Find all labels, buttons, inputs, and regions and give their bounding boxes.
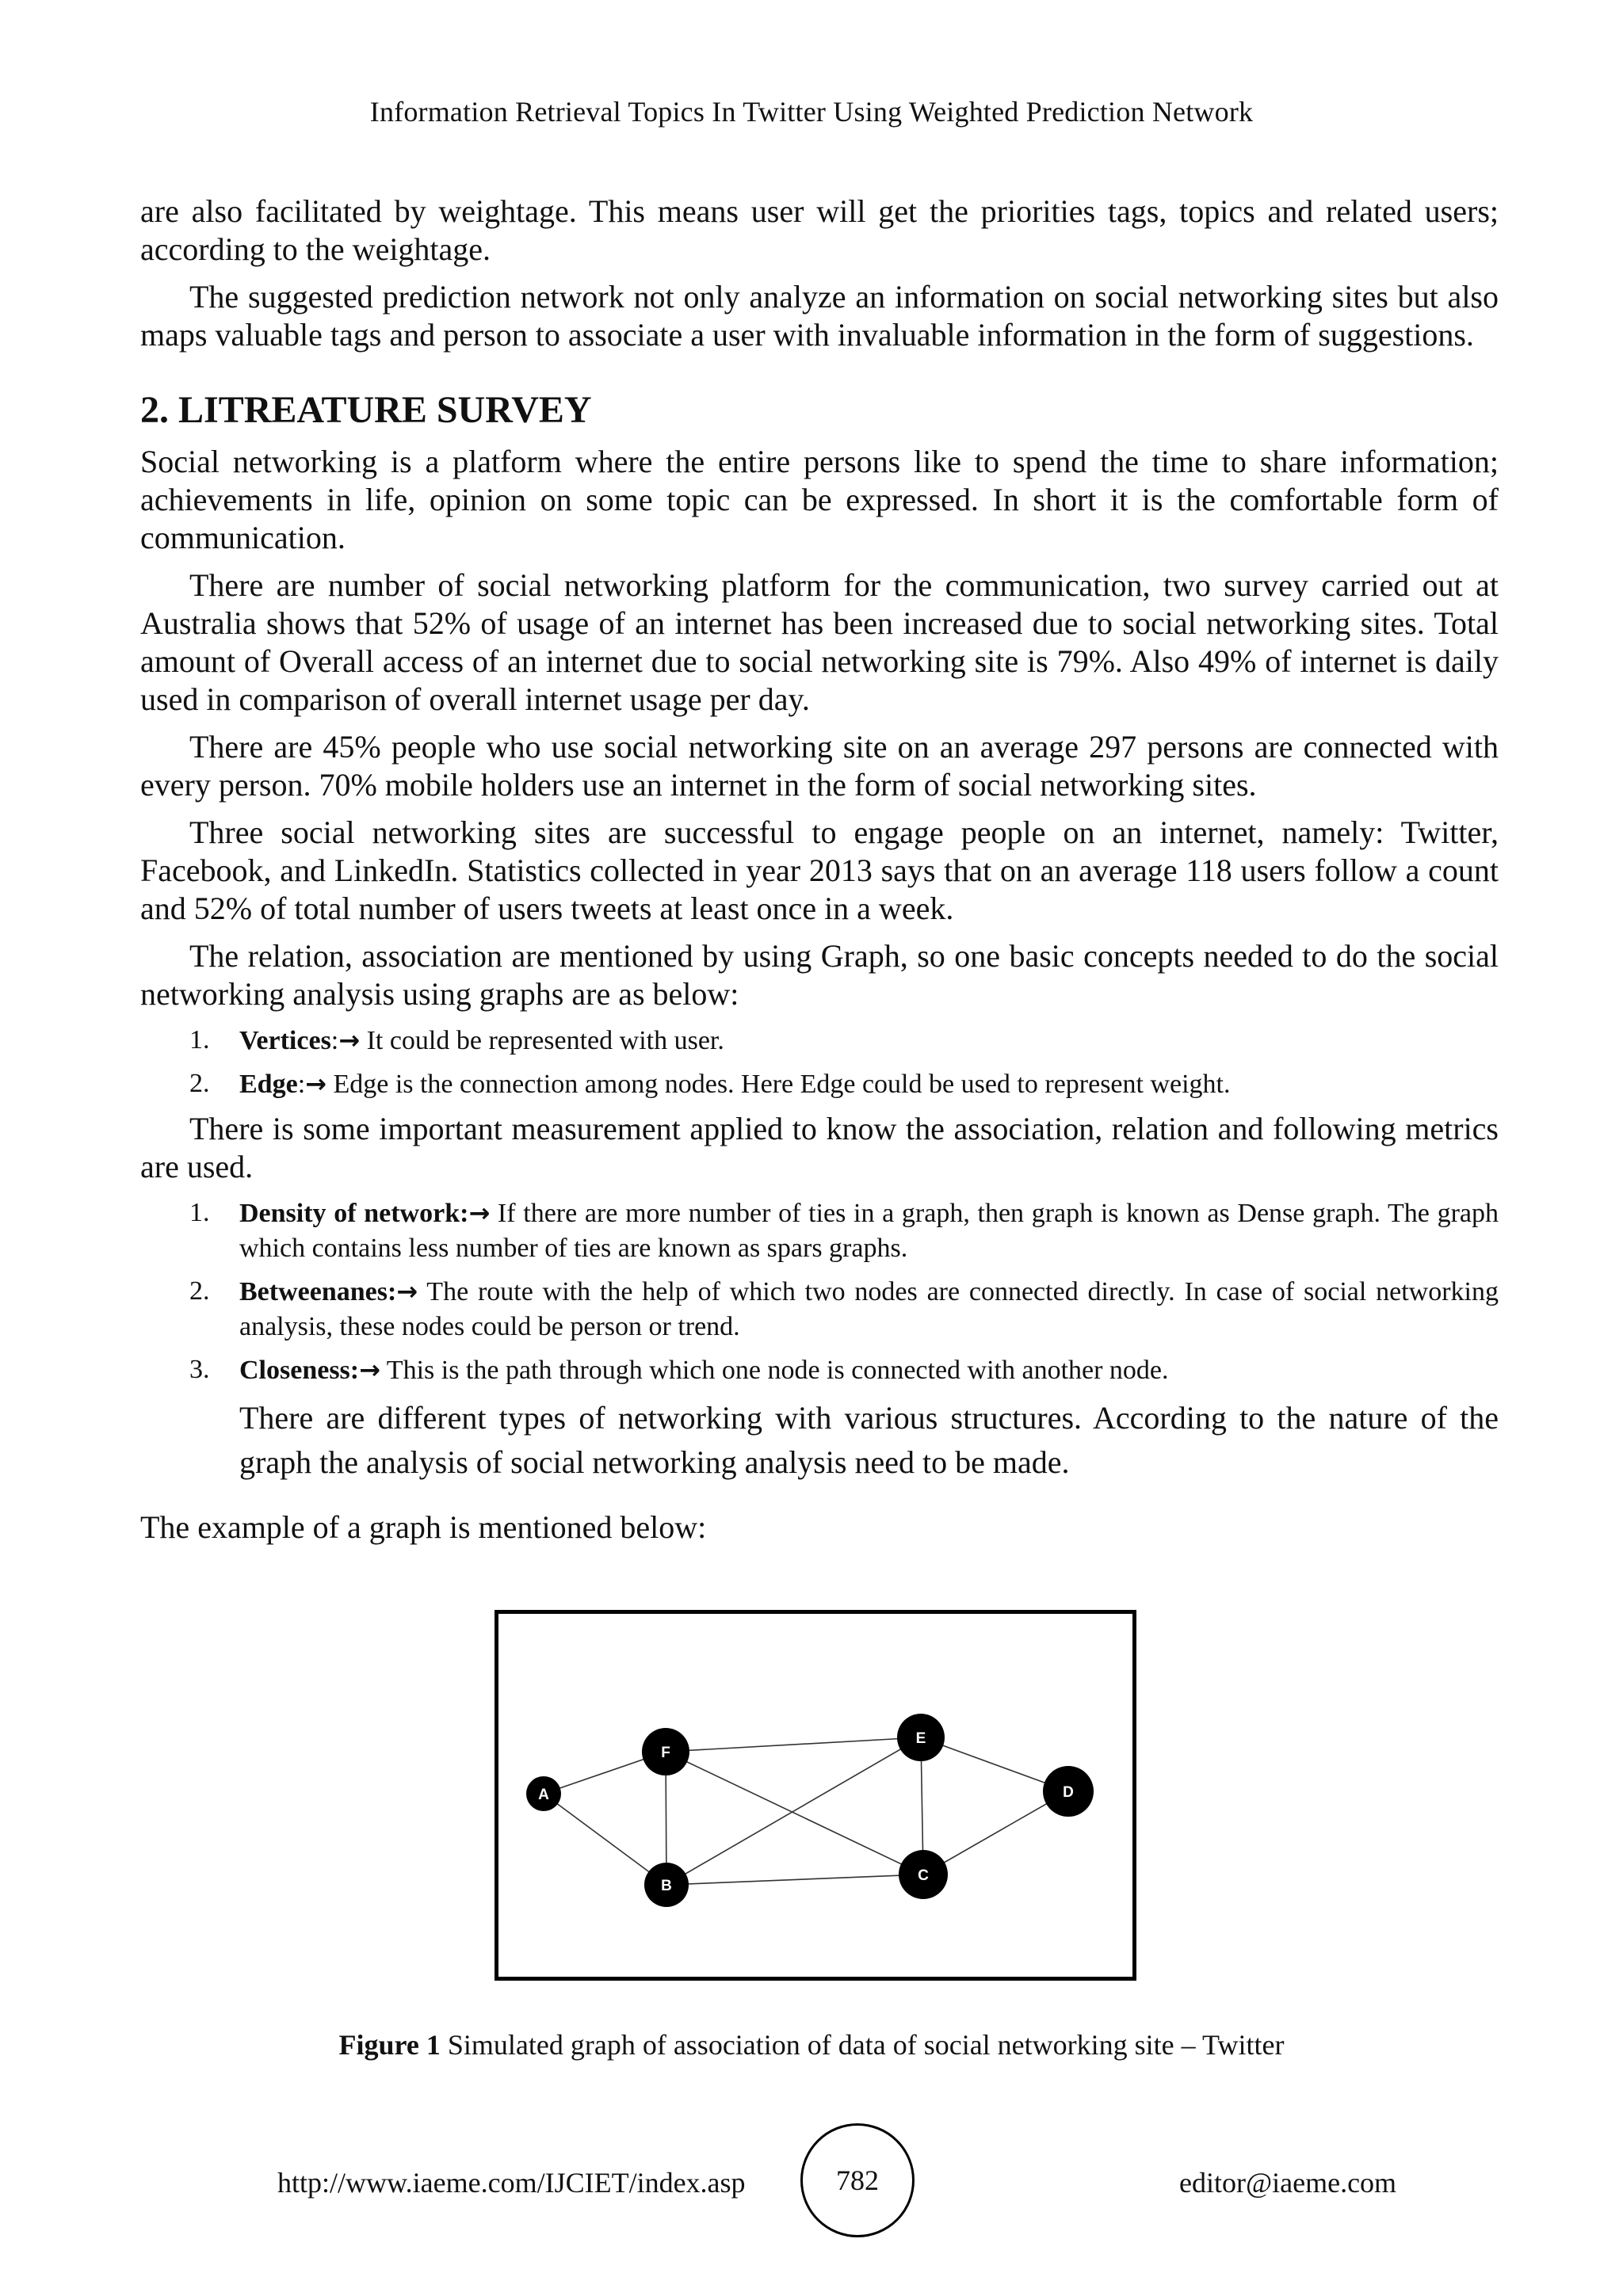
graph-edge-f-e [666, 1737, 921, 1752]
list-number: 2. [189, 1069, 210, 1098]
section-heading: 2. LITREATURE SURVEY [140, 389, 592, 431]
arrow-right-icon: → [359, 1355, 380, 1385]
running-header: Information Retrieval Topics In Twitter Using Weighted Prediction Network [369, 96, 1254, 128]
list-text: It could be represented with user. [360, 1026, 724, 1055]
page-number-text: 782 [836, 2164, 879, 2196]
paragraph-example-intro: The example of a graph is mentioned below: [140, 1509, 707, 1545]
paragraph-measurement: There is some important measurement applied to know the association, relation and following metrics are used. [140, 1111, 1499, 1184]
graph-edge-a-b [544, 1794, 666, 1885]
graph-node-label-d: D [1063, 1784, 1074, 1801]
list-item [140, 1196, 1499, 1266]
paragraph-usage-stats: There are 45% people who use social networking site on an average 297 persons are connected with every person. 70% mobile holders use an internet in the form of social networking sites. [140, 729, 1499, 803]
graph-edge-f-c [666, 1752, 923, 1875]
list-item [140, 1352, 1499, 1388]
list-number: 1. [189, 1198, 210, 1227]
list-number: 1. [189, 1025, 210, 1055]
list-item [140, 1274, 1499, 1344]
list-term: Edge [239, 1070, 298, 1099]
figure-graph [495, 1610, 1136, 1981]
paragraph-network-types: There are different types of networking with various structures. According to the nature of the graph the analysis of social networking analysis need to be made. [239, 1400, 1499, 1480]
list-text: The route with the help of which two nodes are connected directly. In case of social networking analysis, these nodes could be person or trend. [239, 1277, 1499, 1341]
list-term: Closeness: [239, 1356, 360, 1385]
figure-label: Figure 1 [338, 2029, 441, 2061]
list-term: Vertices [239, 1026, 331, 1055]
arrow-right-icon: → [305, 1069, 327, 1099]
graph-node-label-c: C [918, 1867, 929, 1884]
arrow-right-icon: → [396, 1276, 418, 1306]
footer-email[interactable]: editor@iaeme.com [1179, 2167, 1397, 2199]
arrow-right-icon: → [468, 1198, 491, 1228]
list-number: 3. [189, 1355, 210, 1384]
paragraph-prediction-network: The suggested prediction network not only analyze an information on social networking sites but also maps valuable tags and person to associate a user with invaluable information in the form of suggestions. [140, 279, 1499, 353]
list-text: This is the path through which one node is connected with another node. [380, 1356, 1169, 1385]
page-number [800, 2123, 915, 2237]
list-separator: : [330, 1026, 339, 1055]
list-text: Edge is the connection among nodes. Here Edge could be used to represent weight. [326, 1070, 1231, 1099]
metrics-list [140, 1196, 1499, 1388]
figure-caption-text: Simulated graph of association of data of social networking site – Twitter [440, 2029, 1285, 2061]
paragraph-continuation: are also facilitated by weightage. This means user will get the priorities tags, topics and related users; according to the weightage. [140, 193, 1499, 267]
list-number: 2. [189, 1276, 210, 1306]
paragraph-three-sites: Three social networking sites are successful to engage people on an internet, namely: Twitter, Facebook, and LinkedIn. Statistics collected in year 2013 says that on an average 118 users follow a count and 52% of total number of users tweets at least once in a week. [140, 814, 1499, 926]
graph-edge-b-e [666, 1737, 921, 1885]
graph-node-label-f: F [661, 1745, 670, 1761]
figure-caption [0, 2028, 1623, 2061]
paragraph-survey-stats: There are number of social networking platform for the communication, two survey carried out at Australia shows that 52% of usage of an internet has been increased due to social networking sites. Total amount of Overall access of an internet due to social networking site is 79%. Also 49% of internet is daily used in comparison of overall internet usage per day. [140, 567, 1499, 717]
graph-diagram [498, 1614, 1132, 1977]
footer-url[interactable]: http://www.iaeme.com/IJCIET/index.asp [277, 2167, 746, 2199]
main-text [140, 193, 1499, 1556]
list-item [140, 1023, 1499, 1058]
basic-concepts-list [140, 1023, 1499, 1102]
list-text: If there are more number of ties in a graph, then graph is known as Dense graph. The graph which contains less number of ties are known as spars graphs. [239, 1199, 1499, 1263]
list-term: Density of network: [239, 1199, 469, 1228]
list-item [140, 1066, 1499, 1102]
list-term: Betweenanes: [239, 1277, 397, 1306]
paragraph-graph-concepts: The relation, association are mentioned by using Graph, so one basic concepts needed to do the social networking analysis using graphs are as below: [140, 938, 1499, 1012]
graph-node-label-b: B [661, 1878, 672, 1894]
arrow-right-icon: → [338, 1025, 361, 1055]
paragraph-social-networking: Social networking is a platform where the entire persons like to spend the time to share information; achievements in life, opinion on some topic can be expressed. In short it is the comfortable form of communication. [140, 444, 1499, 555]
graph-node-label-a: A [538, 1787, 549, 1803]
graph-edge-b-c [666, 1875, 923, 1885]
graph-node-label-e: E [915, 1730, 926, 1747]
list-separator: : [297, 1070, 306, 1099]
